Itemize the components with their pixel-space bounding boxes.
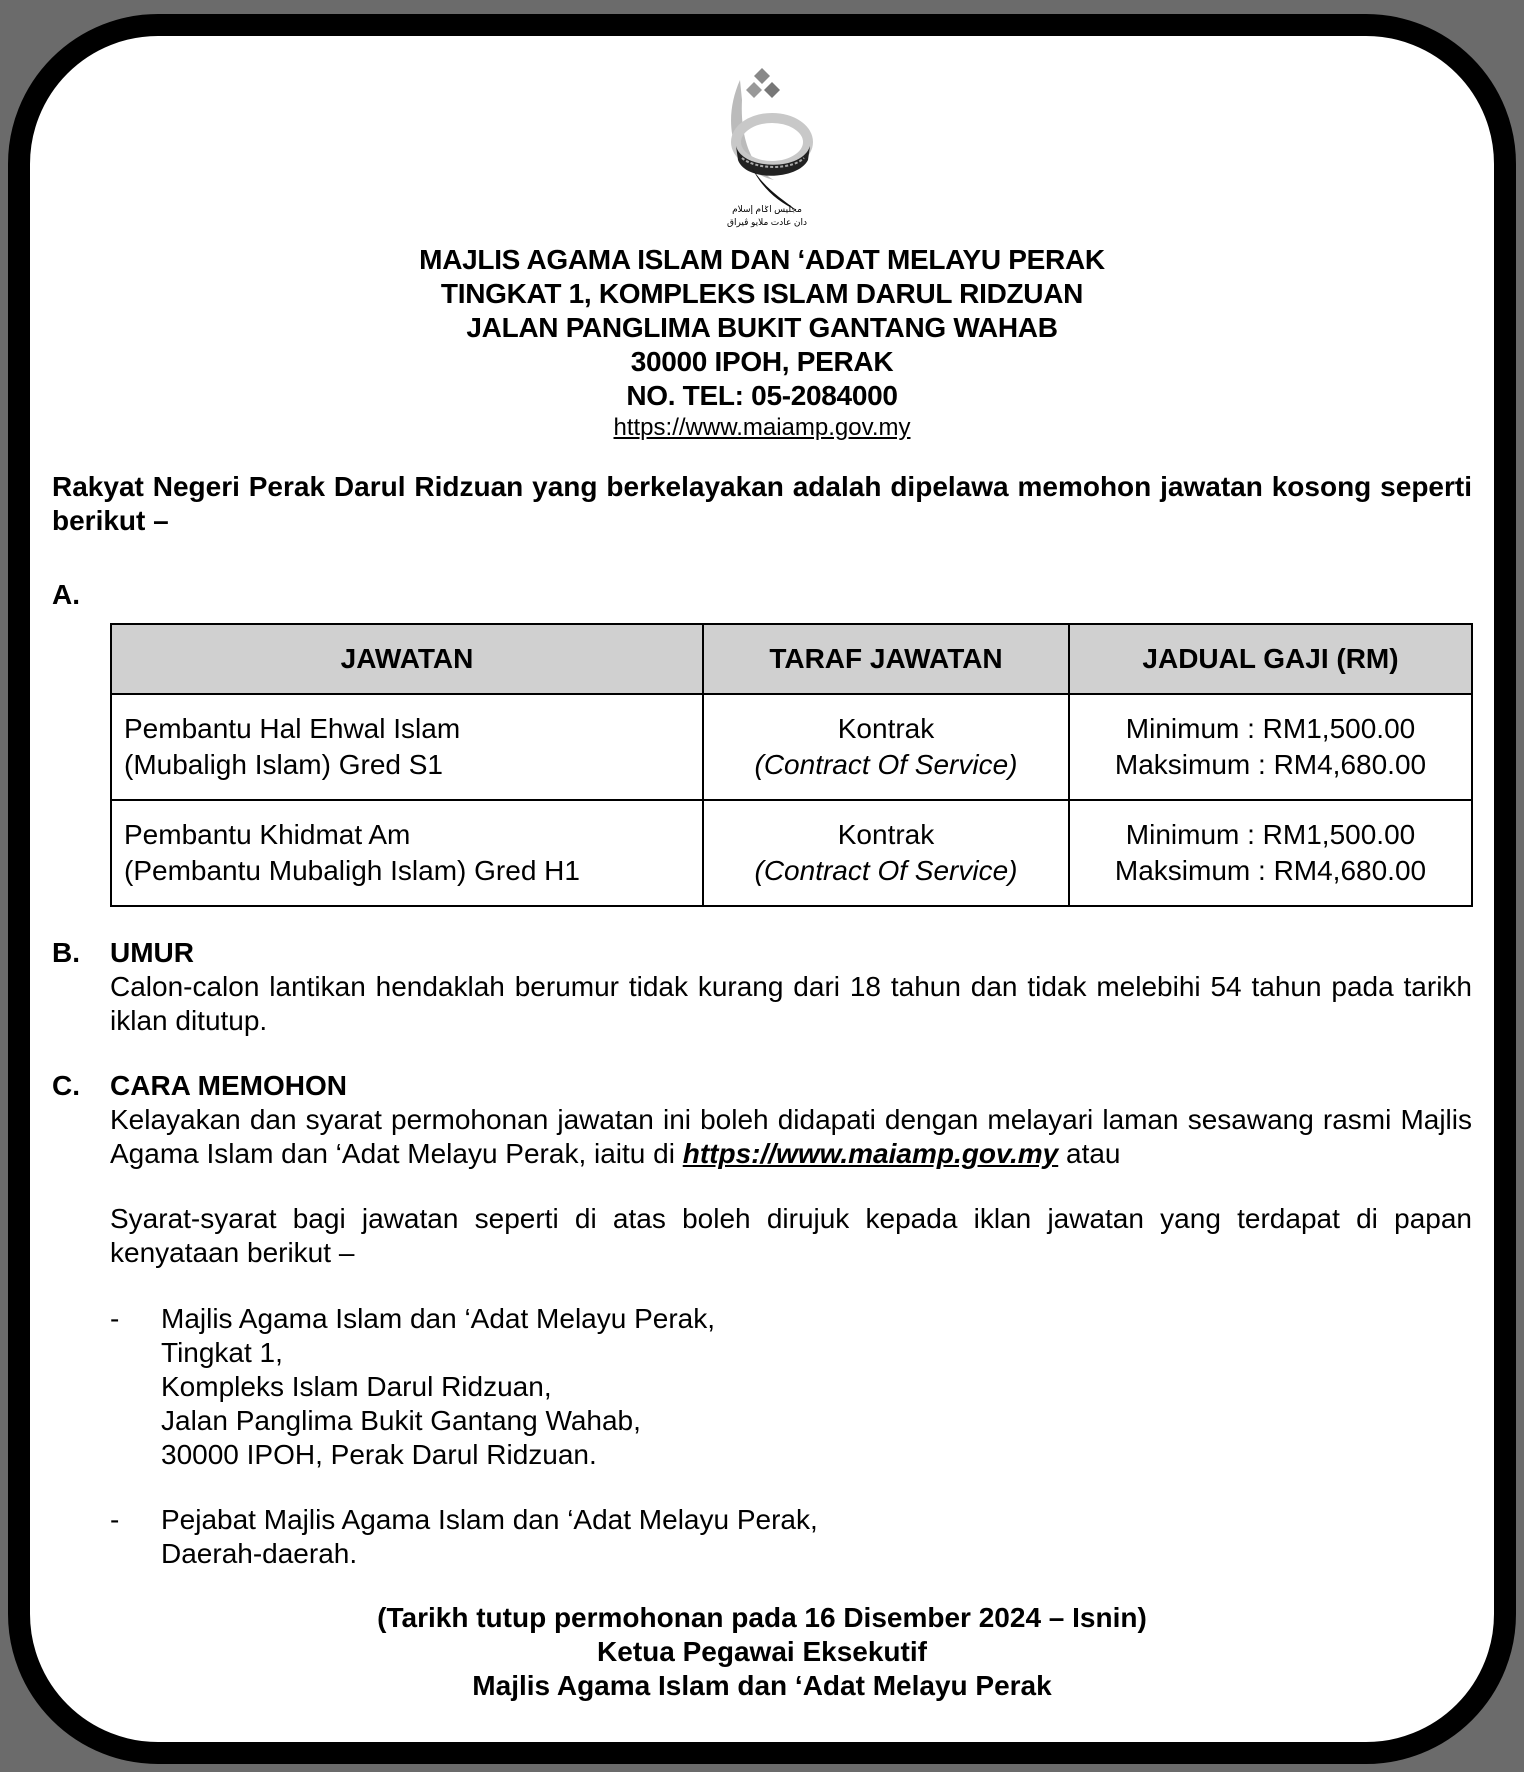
section-b-title: UMUR <box>110 937 194 968</box>
address-line: Tingkat 1, <box>161 1337 283 1368</box>
section-b-letter: B. <box>52 937 80 968</box>
intro-paragraph: Rakyat Negeri Perak Darul Ridzuan yang berkelayakan adalah dipelawa memohon jawatan kosong seperti berikut – <box>52 471 1472 536</box>
table-row <box>111 694 1472 800</box>
org-name: MAJLIS AGAMA ISLAM DAN ‘ADAT MELAYU PERAK <box>419 244 1105 275</box>
closing-date: (Tarikh tutup permohonan pada 16 Disember 2024 – Isnin) <box>377 1602 1147 1633</box>
cell-position <box>111 800 703 906</box>
header-taraf-jawatan: TARAF JAWATAN <box>703 624 1069 694</box>
status-english: (Contract Of Service) <box>754 749 1018 780</box>
address-line: Majlis Agama Islam dan ‘Adat Melayu Perak, <box>161 1303 716 1334</box>
table-row <box>111 800 1472 906</box>
header-jadual-gaji: JADUAL GAJI (RM) <box>1069 624 1472 694</box>
logo-caption-line1: مجليس اݢام إسلام <box>732 204 802 214</box>
org-website-link[interactable]: https://www.maiamp.gov.my <box>613 414 911 441</box>
status-english: (Contract Of Service) <box>754 855 1018 886</box>
section-c-body-text: Kelayakan dan syarat permohonan jawatan ini boleh didapati dengan melayari laman sesawang rasmi Majlis Agama Islam dan ‘Adat Melayu Perak, iaitu di <box>110 1104 1472 1169</box>
bullet-dash: - <box>110 1504 120 1535</box>
header-jawatan: JAWATAN <box>111 624 703 694</box>
address-line: Pejabat Majlis Agama Islam dan ‘Adat Melayu Perak, <box>161 1504 818 1535</box>
section-a-letter: A. <box>52 579 80 610</box>
status-label: Kontrak <box>837 713 935 744</box>
org-address-line3: 30000 IPOH, PERAK <box>630 346 894 377</box>
position-grade: (Mubaligh Islam) Gred S1 <box>124 749 444 780</box>
address-line: Jalan Panglima Bukit Gantang Wahab, <box>161 1405 641 1436</box>
address-line: Kompleks Islam Darul Ridzuan, <box>161 1371 552 1402</box>
noticeboard-address-hq <box>161 1302 715 1472</box>
section-c-noticeboard-paragraph: Syarat-syarat bagi jawatan seperti di atas boleh dirujuk kepada iklan jawatan yang terdapat di papan kenyataan berikut – <box>110 1203 1472 1268</box>
footer <box>0 1601 1524 1703</box>
address-line: 30000 IPOH, Perak Darul Ridzuan. <box>161 1439 597 1470</box>
salary-min: Minimum : RM1,500.00 <box>1125 819 1416 850</box>
section-c-letter: C. <box>52 1070 80 1101</box>
section-b-body: Calon-calon lantikan hendaklah berumur tidak kurang dari 18 tahun dan tidak melebihi 54 tahun pada tarikh iklan ditutup. <box>110 971 1472 1036</box>
salary-max: Maksimum : RM4,680.00 <box>1114 855 1427 886</box>
logo-caption-line2: دان عادت ملايو ڤيراق <box>726 217 808 227</box>
position-title: Pembantu Khidmat Am <box>124 819 411 850</box>
org-phone: NO. TEL: 05-2084000 <box>626 380 898 411</box>
cell-status <box>703 694 1069 800</box>
bullet-dash: - <box>110 1303 120 1334</box>
salary-min: Minimum : RM1,500.00 <box>1125 713 1416 744</box>
logo-emblem-icon <box>712 60 822 230</box>
section-c-body-tail: atau <box>1058 1138 1121 1169</box>
position-grade: (Pembantu Mubaligh Islam) Gred H1 <box>124 855 580 886</box>
cell-salary <box>1069 694 1472 800</box>
section-c-body <box>110 1103 1472 1171</box>
org-address-line1: TINGKAT 1, KOMPLEKS ISLAM DARUL RIDZUAN <box>440 278 1084 309</box>
cell-status <box>703 800 1069 906</box>
status-label: Kontrak <box>837 819 935 850</box>
cell-position <box>111 694 703 800</box>
signatory-title: Ketua Pegawai Eksekutif <box>597 1636 927 1667</box>
vacancy-table <box>110 623 1473 907</box>
signatory-organization: Majlis Agama Islam dan ‘Adat Melayu Perak <box>472 1670 1052 1701</box>
section-c-title: CARA MEMOHON <box>110 1070 347 1101</box>
website-link[interactable]: https://www.maiamp.gov.my <box>682 1138 1059 1169</box>
org-address-line2: JALAN PANGLIMA BUKIT GANTANG WAHAB <box>466 312 1058 343</box>
address-line: Daerah-daerah. <box>161 1538 358 1569</box>
cell-salary <box>1069 800 1472 906</box>
organization-header <box>0 243 1524 443</box>
maiamp-logo <box>712 60 822 230</box>
table-header-row <box>111 624 1472 694</box>
salary-max: Maksimum : RM4,680.00 <box>1114 749 1427 780</box>
position-title: Pembantu Hal Ehwal Islam <box>124 713 461 744</box>
noticeboard-address-districts <box>161 1503 818 1571</box>
